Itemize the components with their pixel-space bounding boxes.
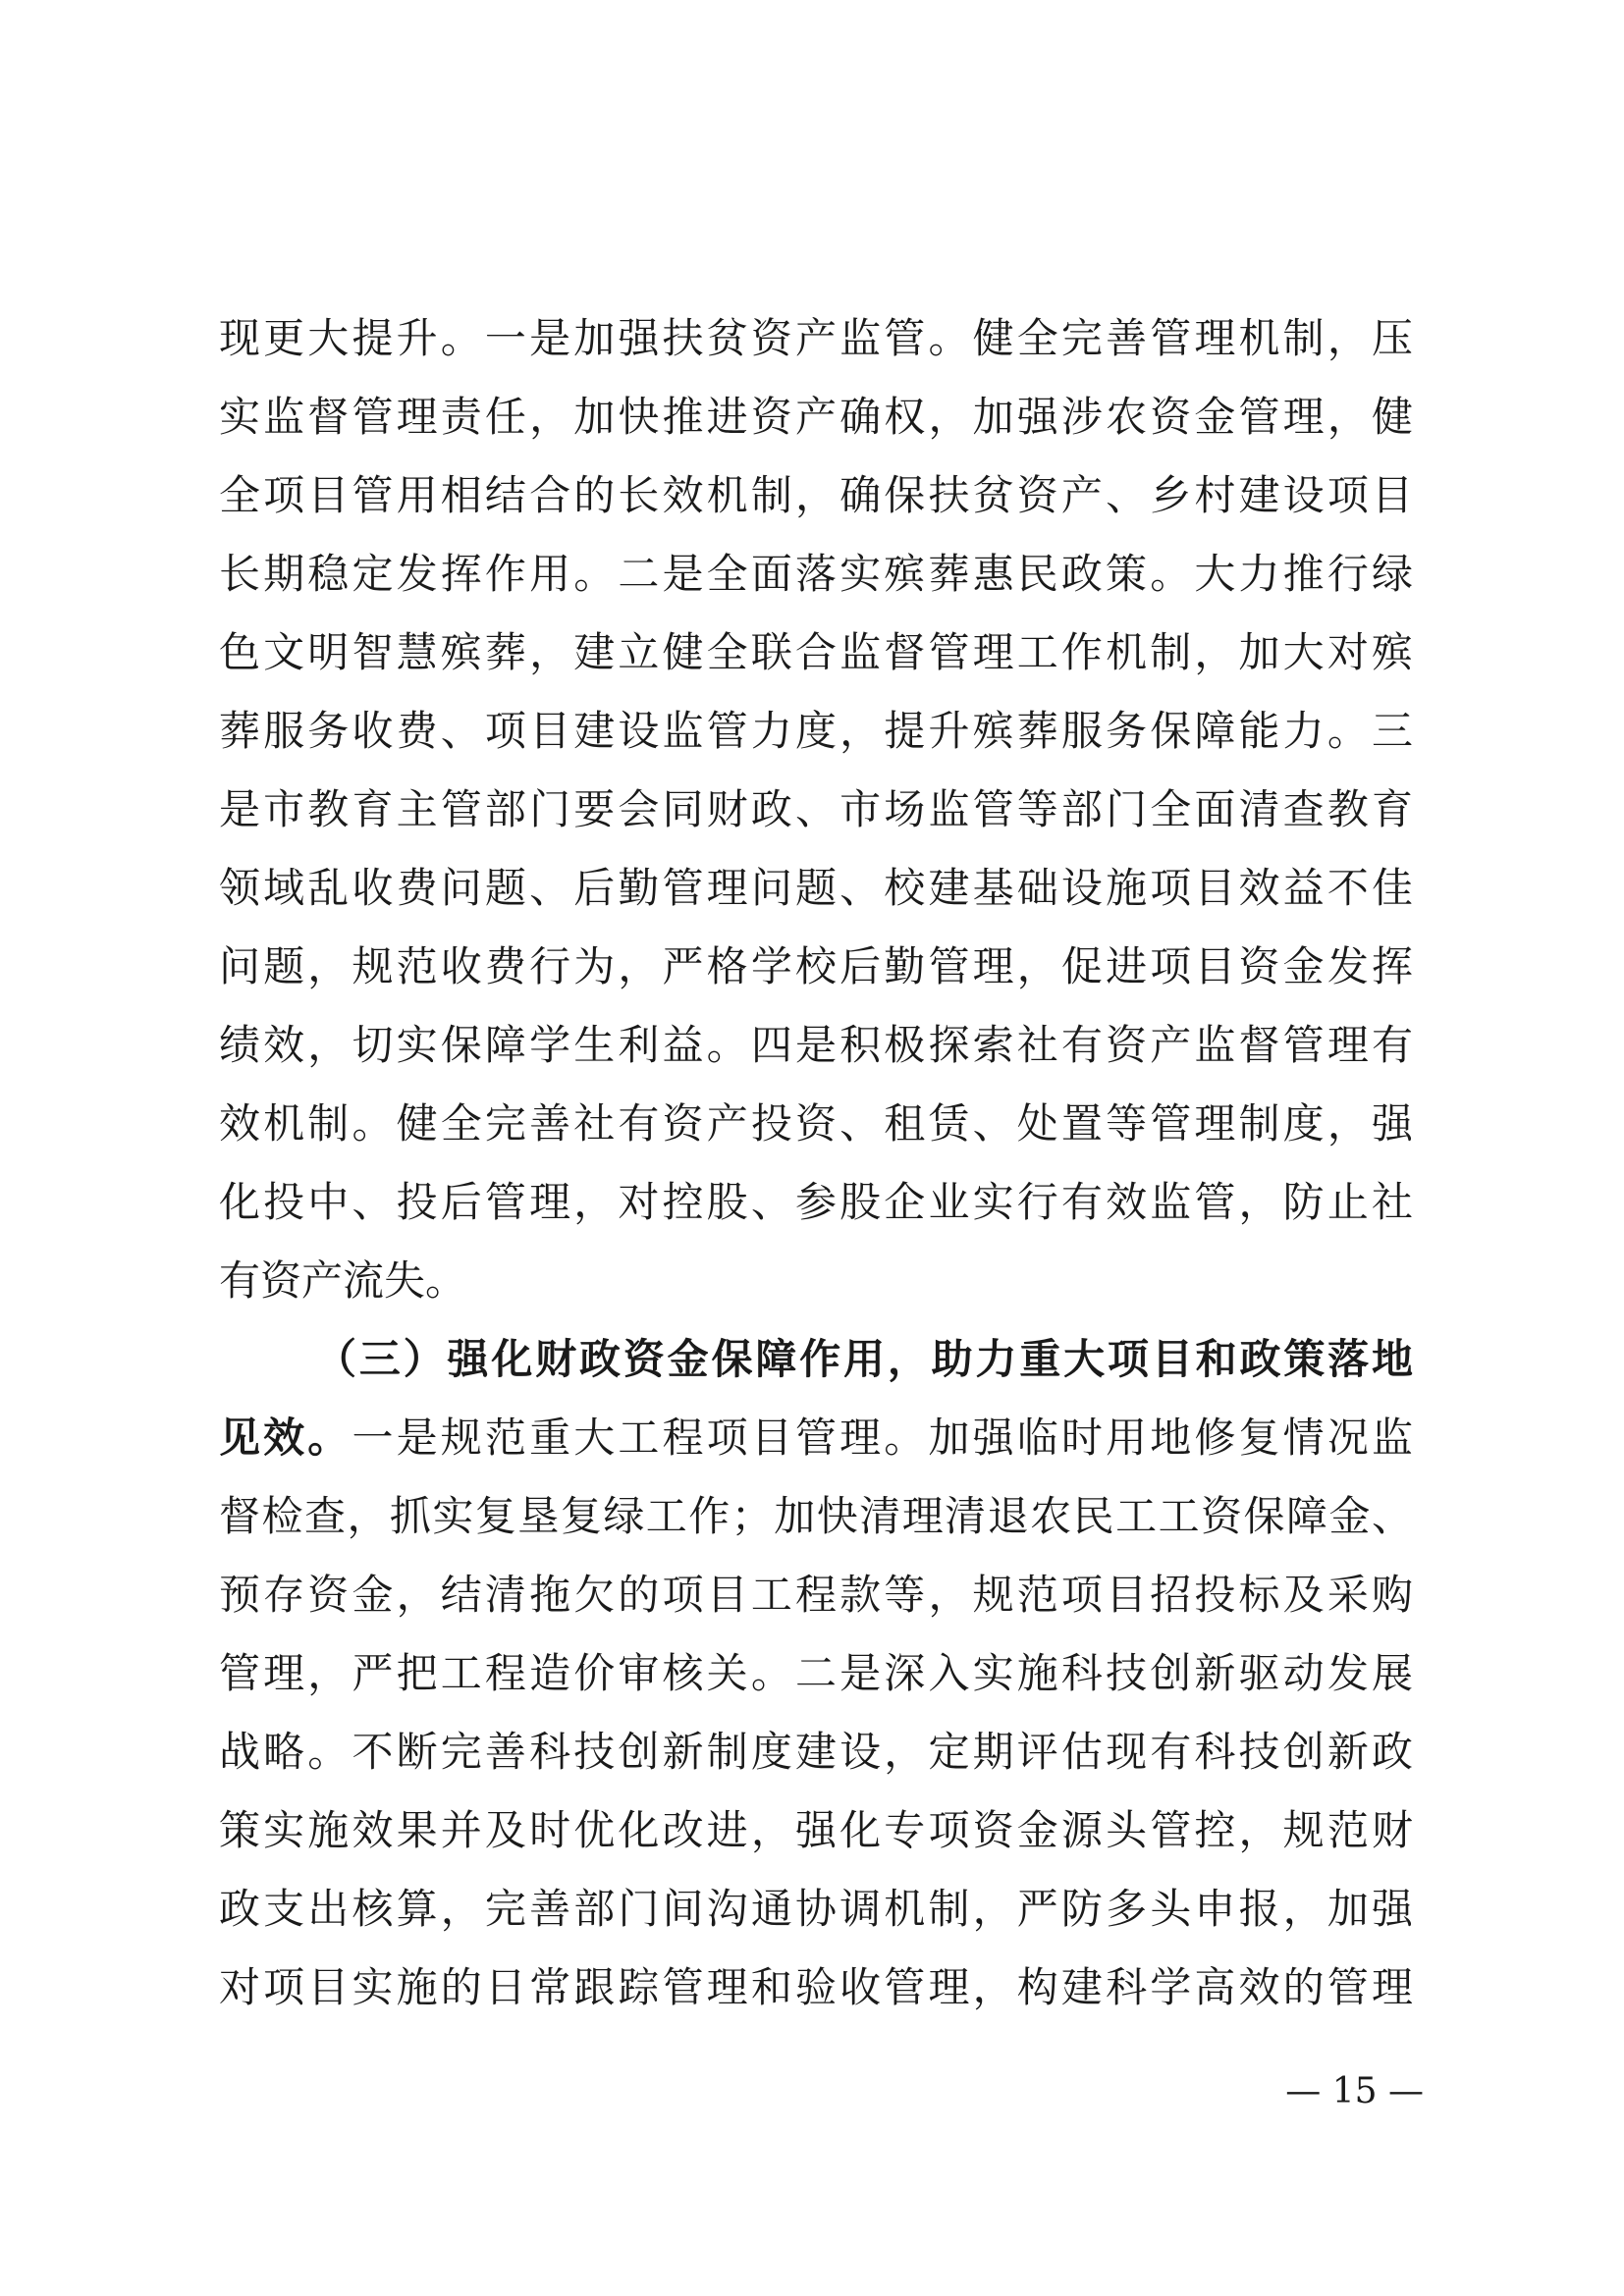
text-line [219, 1399, 1413, 1477]
text-segment: 策实施效果并及时优化改进，强化专项资金源头管控，规范财 [219, 1806, 1413, 1854]
text-line [219, 299, 1413, 378]
text-line [219, 535, 1413, 614]
text-segment: 二是深入实施科技创新驱动发展 [795, 1649, 1413, 1697]
text-segment: 有资产流失。 [219, 1256, 467, 1305]
text-line [219, 928, 1413, 1006]
text-segment: 不断完善科技创新制度建设，定期评估现有科技创新政 [352, 1728, 1413, 1776]
text-segment: 绩效，切实保障学生利益。 [219, 1021, 751, 1069]
text-segment: 是市教育主管部门要会同财政、市场监管等部门全面清查教育 [219, 785, 1413, 833]
text-line [219, 1791, 1413, 1870]
text-segment: 一是加强扶贫资产监管。 [484, 314, 973, 362]
text-line [219, 1320, 1413, 1399]
text-segment: 现更大提升。 [219, 314, 485, 362]
text-segment: 大力推行绿 [1194, 550, 1413, 598]
text-segment: 问题，规范收费行为，严格学校后勤管理，促进项目资金发挥 [219, 942, 1413, 990]
text-line [219, 849, 1413, 928]
text-segment: 长期稳定发挥作用。 [219, 550, 619, 598]
text-segment: 预存资金，结清拖欠的项目工程款等，规范项目招投标及采购 [219, 1571, 1413, 1619]
text-segment: 全项目管用相结合的长效机制，确保扶贫资产、乡村建设项目 [219, 471, 1413, 519]
text-segment: 战略。 [219, 1728, 352, 1776]
page-number: — 15 — [1285, 2071, 1424, 2111]
text-segment: 葬服务收费、项目建设监管力度，提升殡葬服务保障能力。 [219, 707, 1372, 755]
text-line [219, 1949, 1413, 2027]
text-line [219, 378, 1413, 456]
text-segment: 二是全面落实殡葬惠民政策。 [618, 550, 1195, 598]
bold-text-segment: 见效。 [219, 1414, 352, 1462]
text-line [219, 771, 1413, 849]
text-line [219, 1006, 1413, 1085]
text-line [219, 1634, 1413, 1713]
body-text [219, 299, 1413, 2027]
text-segment: 管理，严把工程造价审核关。 [219, 1649, 795, 1697]
text-segment: 一是规范重大工程项目管理。 [352, 1414, 929, 1462]
text-segment: 四是积极探索社有资产监督管理有 [750, 1021, 1413, 1069]
text-segment: 效机制。 [219, 1099, 397, 1148]
text-segment: 对项目实施的日常跟踪管理和验收管理，构建科学高效的管理 [219, 1963, 1413, 2011]
text-segment: 加强临时用地修复情况监 [928, 1414, 1413, 1462]
text-line [219, 1242, 1413, 1320]
text-segment: 实监督管理责任，加快推进资产确权，加强涉农资金管理，健 [219, 393, 1413, 441]
text-segment: 健全完善管理机制，压 [972, 314, 1413, 362]
text-line [219, 456, 1413, 535]
text-line [219, 1870, 1413, 1949]
text-segment: 健全完善社有资产投资、租赁、处置等管理制度，强 [396, 1099, 1413, 1148]
text-segment: 色文明智慧殡葬，建立健全联合监督管理工作机制，加大对殡 [219, 628, 1413, 676]
text-line [219, 692, 1413, 771]
text-segment: 化投中、投后管理，对控股、参股企业实行有效监管，防止社 [219, 1178, 1413, 1226]
text-segment: 三 [1371, 707, 1413, 755]
text-line [219, 1163, 1413, 1242]
text-segment: 领域乱收费问题、后勤管理问题、校建基础设施项目效益不佳 [219, 864, 1413, 912]
text-segment: 督检查，抓实复垦复绿工作；加快清理清退农民工工资保障金、 [219, 1492, 1413, 1540]
text-line [219, 1477, 1413, 1556]
text-line [219, 1713, 1413, 1791]
text-line [219, 1085, 1413, 1163]
text-segment: 政支出核算，完善部门间沟通协调机制，严防多头申报，加强 [219, 1885, 1413, 1933]
text-line [219, 614, 1413, 692]
bold-text-segment: （三）强化财政资金保障作用，助力重大项目和政策落地 [315, 1335, 1413, 1383]
text-line [219, 1556, 1413, 1634]
